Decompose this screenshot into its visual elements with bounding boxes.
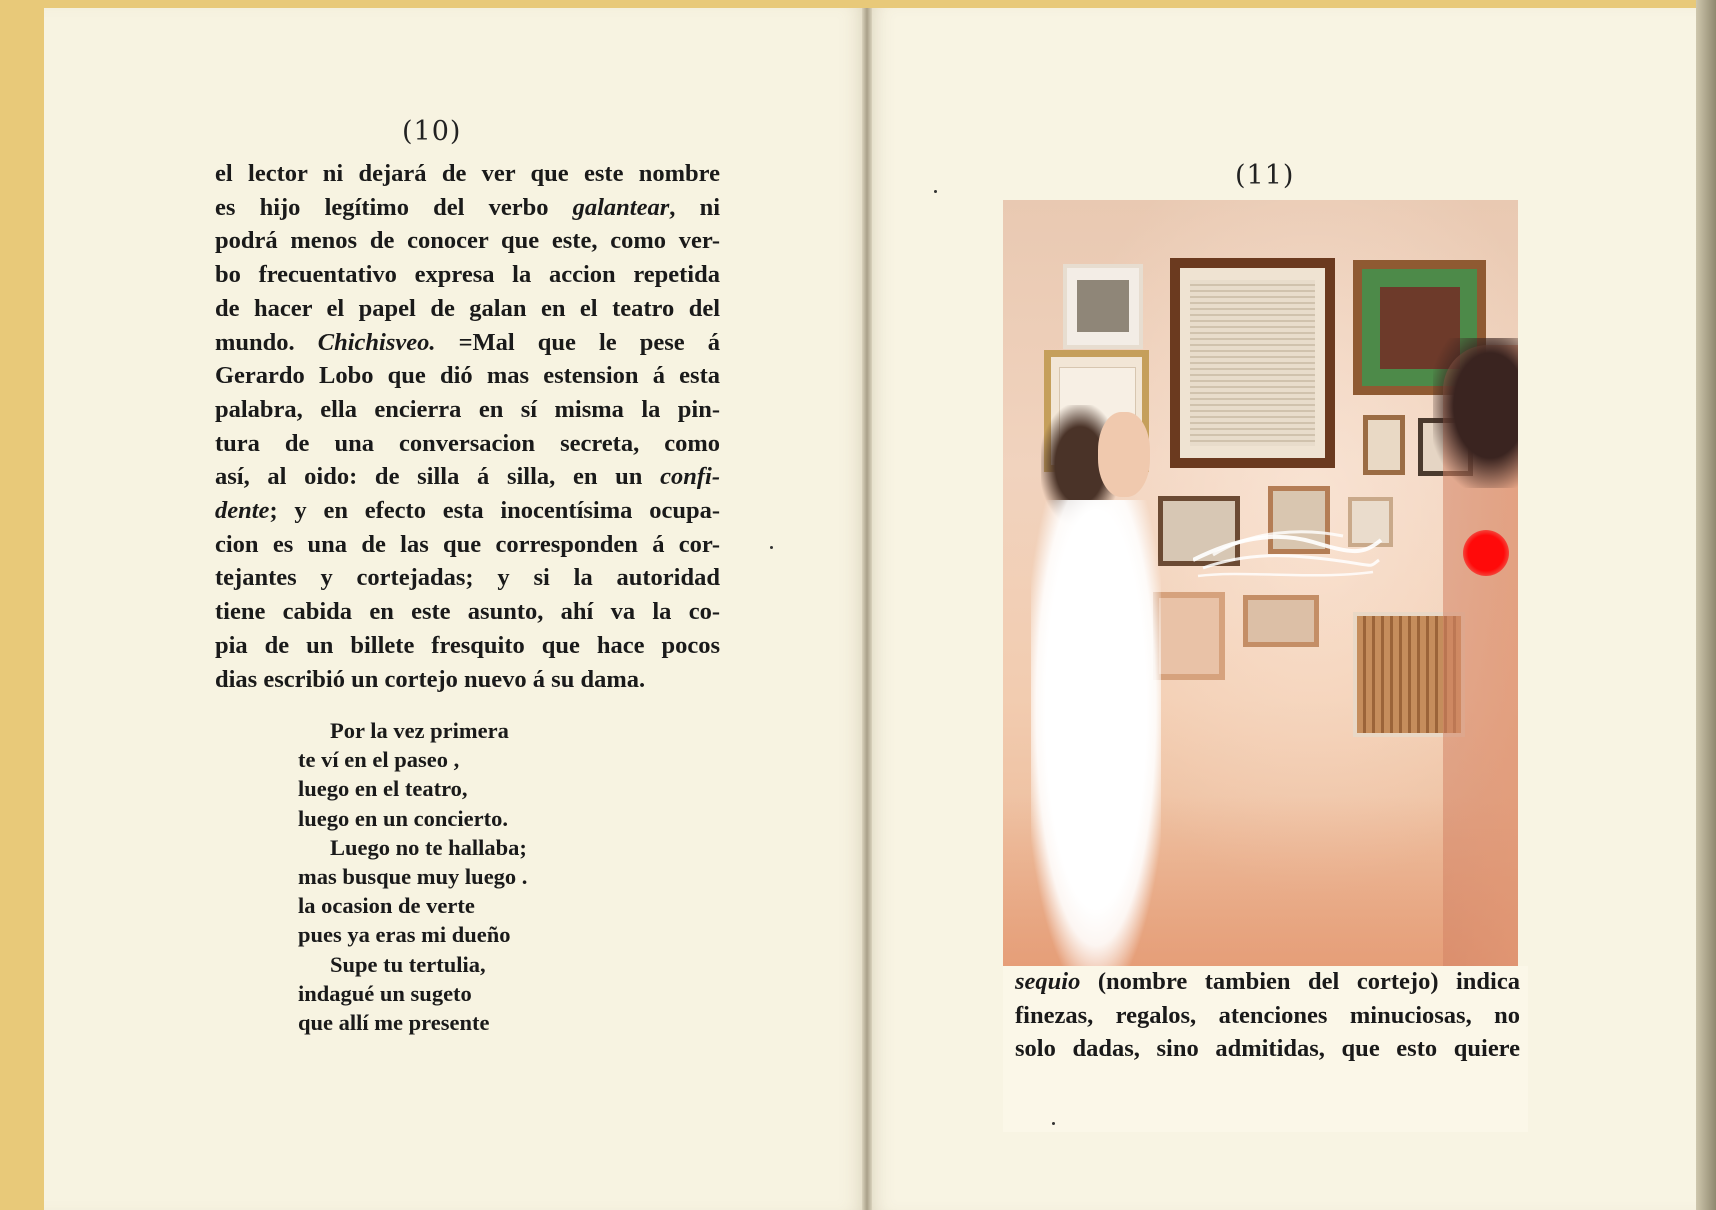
text-run: finezas, regalos, atenciones minuciosas, no	[1015, 1001, 1520, 1029]
italic-term: sequio	[1015, 968, 1081, 995]
text-run: solo dadas, sino admitidas, que esto quiere	[1015, 1035, 1520, 1063]
book-gutter	[862, 8, 872, 1210]
text-run: podrá menos de conocer que este, como ver-	[215, 227, 720, 255]
text-line	[215, 326, 720, 360]
figure-left-white	[1031, 500, 1161, 966]
verse-line: Luego no te hallaba;	[330, 834, 527, 860]
text-run: tejantes y cortejadas; y si la autoridad	[215, 564, 720, 592]
verse-line: mas busque muy luego .	[298, 864, 528, 890]
gallery-photograph	[1003, 200, 1518, 966]
text-run: , ni	[669, 193, 721, 221]
right-prose-block	[1015, 965, 1520, 1066]
letter-verse	[298, 716, 628, 1037]
red-dot-mark	[1463, 530, 1509, 576]
text-line	[215, 258, 720, 292]
verse-line: indagué un sugeto	[298, 980, 472, 1006]
text-run: (nombre tambien del cortejo) indica	[1080, 968, 1520, 995]
text-run: Gerardo Lobo que dió mas estension á esta	[215, 362, 720, 390]
text-line	[215, 157, 720, 191]
text-run: palabra, ella encierra en sí misma la pin-	[215, 395, 720, 423]
italic-term: dente	[215, 497, 270, 525]
ink-speck	[770, 546, 773, 549]
text-run: así, al oido: de silla á silla, en un	[215, 463, 661, 491]
text-line	[1015, 999, 1520, 1033]
text-line	[215, 359, 720, 393]
text-line	[215, 663, 720, 697]
figure-right-hair	[1433, 338, 1518, 488]
ink-speck	[1052, 1122, 1055, 1125]
italic-term: Chichisveo.	[317, 328, 436, 356]
text-line	[215, 393, 720, 427]
verse-line: luego en el teatro,	[298, 776, 468, 802]
verse-line: Supe tu tertulia,	[330, 951, 486, 977]
text-line	[1015, 1032, 1520, 1066]
text-run: ; y en efecto esta inocentísima ocupa-	[269, 497, 720, 525]
text-run: =Mal que le pese á	[435, 328, 720, 356]
figure-left-face	[1098, 412, 1150, 497]
page-number-right: (11)	[1235, 160, 1295, 191]
text-run: es hijo legítimo del verbo	[215, 193, 573, 221]
text-line	[215, 561, 720, 595]
frame-small-portrait	[1363, 415, 1405, 475]
text-line	[215, 292, 720, 326]
frame-peach	[1153, 592, 1225, 680]
verse-line: te ví en el paseo ,	[298, 747, 460, 773]
page-edge	[1696, 0, 1716, 1210]
text-line	[215, 191, 720, 225]
text-run: dias escribió un cortejo nuevo á su dama.	[215, 665, 646, 693]
text-line	[1015, 965, 1520, 999]
italic-term: galantear	[572, 193, 670, 221]
text-run: de hacer el papel de galan en el teatro del	[215, 294, 720, 322]
verse-line: que allí me presente	[298, 1010, 490, 1036]
text-line	[215, 460, 720, 494]
text-line	[215, 595, 720, 629]
text-run: tura de una conversacion secreta, como	[215, 429, 720, 457]
ink-speck	[934, 190, 937, 193]
text-line	[215, 224, 720, 258]
frame-large-newspaper	[1170, 258, 1335, 468]
text-line	[215, 427, 720, 461]
text-line	[215, 528, 720, 562]
text-run: bo frecuentativo expresa la accion repetida	[215, 261, 720, 289]
frame-small-landscape	[1243, 595, 1319, 647]
text-run: mundo.	[215, 328, 318, 356]
text-run: el lector ni dejará de ver que este nombre	[215, 160, 720, 187]
verse-line: pues ya eras mi dueño	[298, 922, 511, 948]
text-line	[215, 494, 720, 528]
text-run: cion es una de las que corresponden á cor-	[215, 530, 720, 558]
light-streak	[1193, 510, 1383, 600]
italic-term: confi-	[660, 463, 720, 491]
text-run: tiene cabida en este asunto, ahí va la co-	[215, 598, 720, 626]
frame-small-photo	[1063, 264, 1143, 349]
verse-line: Por la vez primera	[330, 718, 509, 743]
text-line	[215, 629, 720, 663]
verse-line: la ocasion de verte	[298, 893, 475, 919]
left-prose-block	[215, 157, 720, 696]
verse-line: luego en un concierto.	[298, 805, 508, 831]
page-number-left: (10)	[402, 116, 462, 147]
text-run: pia de un billete fresquito que hace pocos	[215, 631, 720, 659]
